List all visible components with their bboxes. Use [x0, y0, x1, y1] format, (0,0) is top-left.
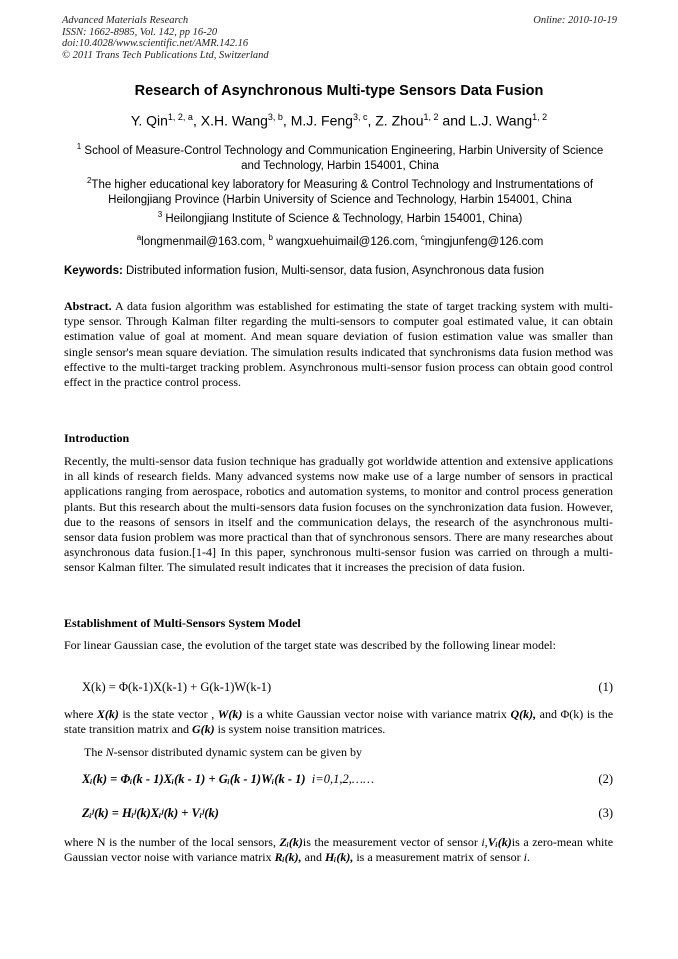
- author-sup: 3, c: [352, 112, 368, 122]
- equation-2-expr: Xᵢ(k) = Φᵢ(k - 1)Xᵢ(k - 1) + Gᵢ(k - 1)Wᵢ(k - 1): [82, 772, 306, 786]
- text-run: where N is the number of the local sensors,: [64, 835, 276, 849]
- math-W: W(k): [217, 707, 243, 721]
- math-i: i: [523, 850, 527, 865]
- email-link[interactable]: longmenmail@163.com,: [141, 235, 266, 248]
- author-name: X.H. Wang: [200, 112, 268, 129]
- author-name: M.J. Feng: [290, 112, 353, 129]
- text-run: -sensor distributed dynamic system can be given by: [113, 745, 362, 759]
- abstract-label: Abstract.: [64, 299, 112, 313]
- affiliation-sup: 1: [76, 142, 82, 151]
- copyright: © 2011 Trans Tech Publications Ltd, Switzerland: [62, 49, 269, 61]
- math-R: Rᵢ(k),: [274, 850, 302, 865]
- text-run: is system noise transition matrices.: [217, 722, 386, 737]
- affiliation-3: [70, 207, 610, 227]
- introduction-heading: Introduction: [64, 431, 130, 445]
- abstract-text: A data fusion algorithm was established for estimating the state of target tracking system with multi-type sensor. Through Kalman filter regarding the multi-sensors to computer goal estimated value, it can obtain estimation value of goal at moment. And mean square deviation of fusion estimation value was smaller than single sensor's mean square deviation. The simulation results indicated that synchronisms data fusion method was effective to the multi-target tracking problem. Asynchronous multi-sensor fusion process can obtain good control effect in the practice control process.: [64, 299, 613, 390]
- equation-2-body: [82, 772, 374, 787]
- affiliation-2: [70, 173, 610, 208]
- section-heading-model: Establishment of Multi-Sensors System Model: [64, 616, 301, 630]
- email-link[interactable]: wangxuehuimail@126.com,: [276, 235, 418, 248]
- n-sensor-intro: [84, 745, 613, 760]
- equation-2-number: (2): [598, 772, 613, 786]
- equation-2-index: i=0,1,2,……: [311, 772, 375, 786]
- author-name: L.J. Wang: [469, 112, 533, 129]
- abstract: [64, 299, 613, 390]
- text-run: is a white Gaussian vector noise with variance matrix: [245, 707, 507, 721]
- author-emails: [70, 230, 610, 250]
- text-run: and: [539, 707, 557, 721]
- keywords-label: Keywords:: [64, 265, 123, 277]
- author-sup: 1, 2: [423, 112, 439, 122]
- math-Phi: Φ(k): [560, 707, 584, 721]
- equation-1-description: [64, 707, 613, 737]
- text-run: The: [84, 745, 103, 759]
- author-sup: 1, 2: [532, 112, 548, 122]
- affiliation-1: [70, 139, 610, 174]
- email-link[interactable]: mingjunfeng@126.com: [424, 235, 544, 248]
- text-run: is a measurement matrix of sensor: [356, 850, 521, 865]
- email-sup: c: [420, 233, 425, 242]
- affiliation-text: School of Measure-Control Technology and Communication Engineering, Harbin University of Science and Technology, Harbin 154001, China: [84, 144, 604, 172]
- journal-header: [62, 15, 617, 61]
- author-name: Z. Zhou: [375, 112, 424, 129]
- affiliation-text: Heilongjiang Institute of Science & Technology, Harbin 154001, China): [165, 212, 523, 225]
- math-V: Vᵢ(k): [487, 835, 512, 849]
- equation-3-body: Zᵢʲ(k) = Hᵢʲ(k)Xᵢʲ(k) + Vᵢʲ(k): [82, 806, 219, 820]
- introduction-text: Recently, the multi-sensor data fusion technique has gradually got worldwide attention and extensive applications in all kinds of research fields. Many advanced systems now make use of a large number of sensors in practical applications ranging from aerospace, robotics and automation systems, to monitor and control process generation plants. But this research about the multi-sensors data fusion focuses on the synchronization data fusion. However, due to the reasons of sensors in itself and the communication delays, the research of the asynchronous multi-sensor data fusion problem was more practical than that of synchronous sensors. There are many researches about asynchronous data fusion.[1-4] In this paper, synchronous multi-sensor fusion was carried on through a multi-sensor Kalman filter. The simulated result indicates that it increases the precision of data fusion.: [64, 454, 613, 575]
- text-run: is the state transition matrix and: [64, 707, 614, 737]
- keywords: [64, 265, 619, 277]
- text-run: where: [64, 707, 94, 721]
- keywords-text: Distributed information fusion, Multi-sensor, data fusion, Asynchronous data fusion: [126, 265, 545, 277]
- equation-3-description: [64, 835, 613, 865]
- doi: doi:10.4028/www.scientific.net/AMR.142.16: [62, 38, 249, 49]
- math-Z: Zᵢ(k): [279, 835, 303, 849]
- online-date: Online: 2010-10-19: [533, 15, 617, 26]
- equation-3-number: (3): [598, 806, 613, 820]
- text-run: is the state vector ,: [122, 707, 215, 721]
- math-N: N: [105, 745, 114, 759]
- math-Q: Q(k),: [510, 707, 537, 721]
- email-sup: b: [268, 233, 273, 242]
- affiliation-sup: 3: [157, 210, 163, 219]
- model-intro-text: For linear Gaussian case, the evolution of the target state was described by the following linear model:: [64, 638, 556, 652]
- math-X: X(k): [96, 707, 119, 721]
- journal-name: Advanced Materials Research: [62, 15, 189, 26]
- text-run: and: [304, 850, 322, 865]
- issn: ISSN: 1662-8985, Vol. 142, pp 16-20: [62, 26, 218, 38]
- author-name: Y. Qin: [130, 112, 168, 129]
- math-G: G(k): [191, 722, 215, 737]
- equation-1-body: X(k) = Φ(k-1)X(k-1) + G(k-1)W(k-1): [82, 680, 272, 694]
- text-run: ,: [484, 835, 488, 849]
- affiliation-sup: 2: [86, 176, 92, 185]
- text-run: .: [526, 850, 530, 865]
- math-H: Hᵢ(k),: [324, 850, 354, 865]
- text-run: is the measurement vector of sensor: [302, 835, 478, 849]
- paper-title: Research of Asynchronous Multi-type Sensors Data Fusion: [134, 83, 544, 99]
- author-sup: 1, 2, a: [167, 112, 193, 122]
- text-run: is a zero-mean white Gaussian vector noise with variance matrix: [64, 835, 614, 865]
- author-list: Y. Qin$^{1, 2, a}$, X.H. Wang$^{3, b}$, M.J. Feng$^{3, c}$, Z. Zhou$^{1, 2}$ and L.J. Wang$^{1, 2}$: [130, 112, 548, 129]
- math-i: i: [481, 835, 485, 849]
- email-sup: a: [136, 233, 142, 242]
- author-sup: 3, b: [267, 112, 283, 122]
- equation-1-number: (1): [598, 680, 613, 694]
- affiliation-text: The higher educational key laboratory for Measuring & Control Technology and Instrumentations of Heilongjiang Province (Harbin University of Science and Technology, Harbin 154001, China: [91, 178, 594, 206]
